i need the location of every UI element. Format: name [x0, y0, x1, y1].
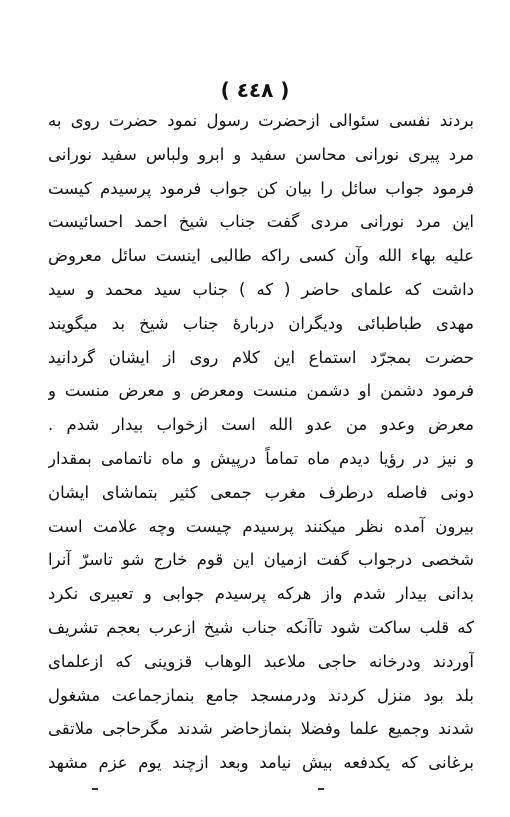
footer-mark [92, 788, 98, 790]
text-line: علیه بهاء الله وآن کسی راکه طالبی اینست سائل معروض [48, 246, 474, 266]
text-line: برغانی که یکدفعه بیش نیامد وبعد ازچند یوم عزم مشهد [48, 753, 474, 773]
page-number: ( ٤٤٨ ) [220, 78, 290, 102]
text-line: بیرون آمده نظر میکنند پرسیدم چیست وچه علامت است [48, 516, 474, 536]
text-line: و نیز در رؤیا دیدم ماه تماماً درپیش و ماه ناتمامی بمقدار [48, 448, 474, 468]
body-text [48, 104, 474, 780]
text-line: که قلب ساکت شود تاآنکه جناب شیخ ازعرب بعجم تشریف [48, 617, 474, 637]
text-line: این مرد نورانی مردی گفت جناب شیخ احمد احسائیست [48, 212, 474, 232]
text-line: شدند وجمیع علما وفضلا بنمازحاضر شدند مگرحاجی ملاتقی [48, 719, 474, 739]
text-line: آوردند ودرخانه حاجی ملاعبد الوهاب قزوینی که ازعلمای [48, 651, 474, 671]
text-line: داشت که علمای حاضر ( که ) جناب سید محمد و سید [48, 279, 474, 299]
text-line: بردند نفسی سئوالی ازحضرت رسول نمود حضرت روی به [48, 111, 474, 130]
footer-mark [318, 788, 324, 790]
text-line: حضرت بمجرّد استماع این کلام روی از ایشان گردانید [48, 347, 474, 367]
text-line: بدانی بیدار شدم واز هرکه پرسیدم جوابی و تعبیری نکرد [48, 584, 474, 604]
text-line: دونی فاصله درطرف مغرب جمعی کثیر بتماشای ایشان [48, 482, 474, 502]
text-line: مهدی طباطبائی ودیگران دربارهٔ جناب شیخ بد میگویند [48, 313, 474, 333]
text-line: فرمود دشمن او دشمن منست ومعرض و معرض منست و [48, 381, 474, 401]
text-line: شخصی درجواب گفت ازمیان این قوم خارج شو تاسرّ آنرا [48, 550, 474, 570]
text-line: بلد بود منزل کردند ودرمسجد جامع بنمازجماعت مشغول [48, 685, 474, 705]
text-line: مرد پیری نورانی محاسن سفید و ابرو ولباس سفید نورانی [48, 144, 474, 164]
text-line: فرمود جواب سائل را بیان کن جواب فرمود پرسیدم کیست [48, 178, 474, 198]
text-line: معرض وعدو من عدو الله است ازخواب بیدار شدم . [48, 415, 474, 435]
